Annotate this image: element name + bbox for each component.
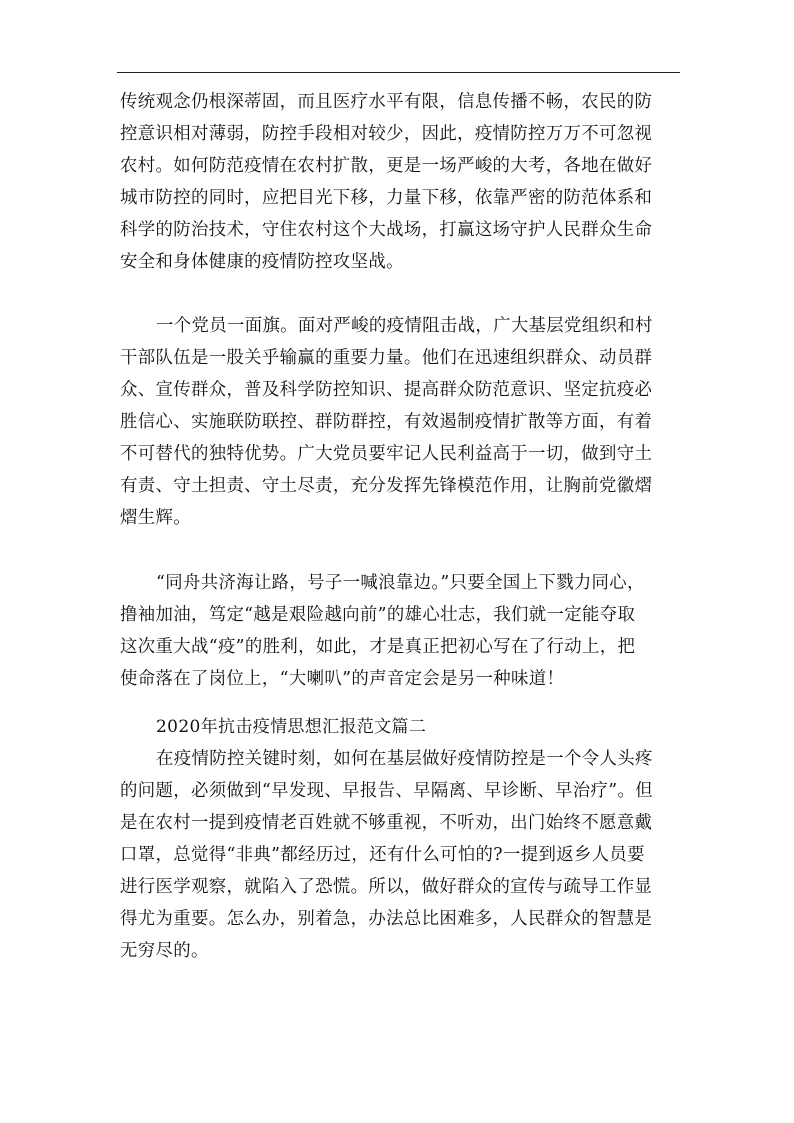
paragraph-line: 安全和身体健康的疫情防控攻坚战。 — [120, 252, 404, 272]
paragraph-line: 使命落在了岗位上，“大喇叭”的声音定会是另一种味道！ — [120, 669, 565, 689]
paragraph-line: 一个党员一面旗。面对严峻的疫情阻击战，广大基层党组织和村 — [156, 316, 653, 336]
paragraph-line: 熠生辉。 — [120, 508, 191, 528]
paragraph-line: 无穷尽的。 — [120, 941, 209, 961]
paragraph-line: 传统观念仍根深蒂固，而且医疗水平有限，信息传播不畅，农民的防 — [120, 92, 653, 112]
paragraph-line: 进行医学观察，就陷入了恐慌。所以，做好群众的宣传与疏导工作显 — [120, 877, 653, 897]
paragraph-line: “同舟共济海让路，号子一喊浪靠边。”只要全国上下戮力同心， — [156, 573, 645, 593]
paragraph-line: 不可替代的独特优势。广大党员要牢记人民利益高于一切，做到守土 — [120, 444, 653, 464]
paragraph-line: 在疫情防控关键时刻，如何在基层做好疫情防控是一个令人头疼 — [156, 749, 653, 769]
paragraph-line: 是在农村一提到疫情老百姓就不够重视，不听劝，出门始终不愿意戴 — [120, 813, 653, 833]
paragraph-line: 农村。如何防范疫情在农村扩散，更是一场严峻的大考，各地在做好 — [120, 156, 653, 176]
paragraph-line: 控意识相对薄弱，防控手段相对较少，因此，疫情防控万万不可忽视 — [120, 124, 653, 144]
paragraph-line: 众、宣传群众，普及科学防控知识、提高群众防范意识、坚定抗疫必 — [120, 380, 653, 400]
paragraph-line: 这次重大战“疫”的胜利，如此，才是真正把初心写在了行动上，把 — [120, 637, 636, 657]
section-heading-block — [120, 711, 680, 743]
paragraph-line: 的问题，必须做到“早发现、早报告、早隔离、早诊断、早治疗”。但 — [120, 781, 653, 801]
paragraph-line: 干部队伍是一股关乎输赢的重要力量。他们在迅速组织群众、动员群 — [120, 348, 653, 368]
paragraph-line: 撸袖加油，笃定“越是艰险越向前”的雄心壮志，我们就一定能夺取 — [120, 605, 636, 625]
paragraph-1 — [120, 86, 680, 278]
paragraph-line: 有责、守土担责、守土尽责，充分发挥先锋模范作用，让胸前党徽熠 — [120, 476, 653, 496]
paragraph-4 — [120, 743, 680, 967]
section-heading: 2020年抗击疫情思想汇报范文篇二 — [156, 717, 427, 737]
paragraph-line: 得尤为重要。怎么办，别着急，办法总比困难多，人民群众的智慧是 — [120, 909, 653, 929]
paragraph-3 — [120, 567, 680, 695]
paragraph-line: 口罩，总觉得“非典”都经历过，还有什么可怕的?一提到返乡人员要 — [120, 845, 645, 865]
header-rule — [117, 72, 680, 73]
paragraph-line: 城市防控的同时，应把目光下移，力量下移，依靠严密的防范体系和 — [120, 188, 653, 208]
paragraph-line: 科学的防治技术，守住农村这个大战场，打赢这场守护人民群众生命 — [120, 220, 653, 240]
paragraph-line: 胜信心、实施联防联控、群防群控，有效遏制疫情扩散等方面，有着 — [120, 412, 653, 432]
paragraph-2 — [120, 310, 680, 534]
